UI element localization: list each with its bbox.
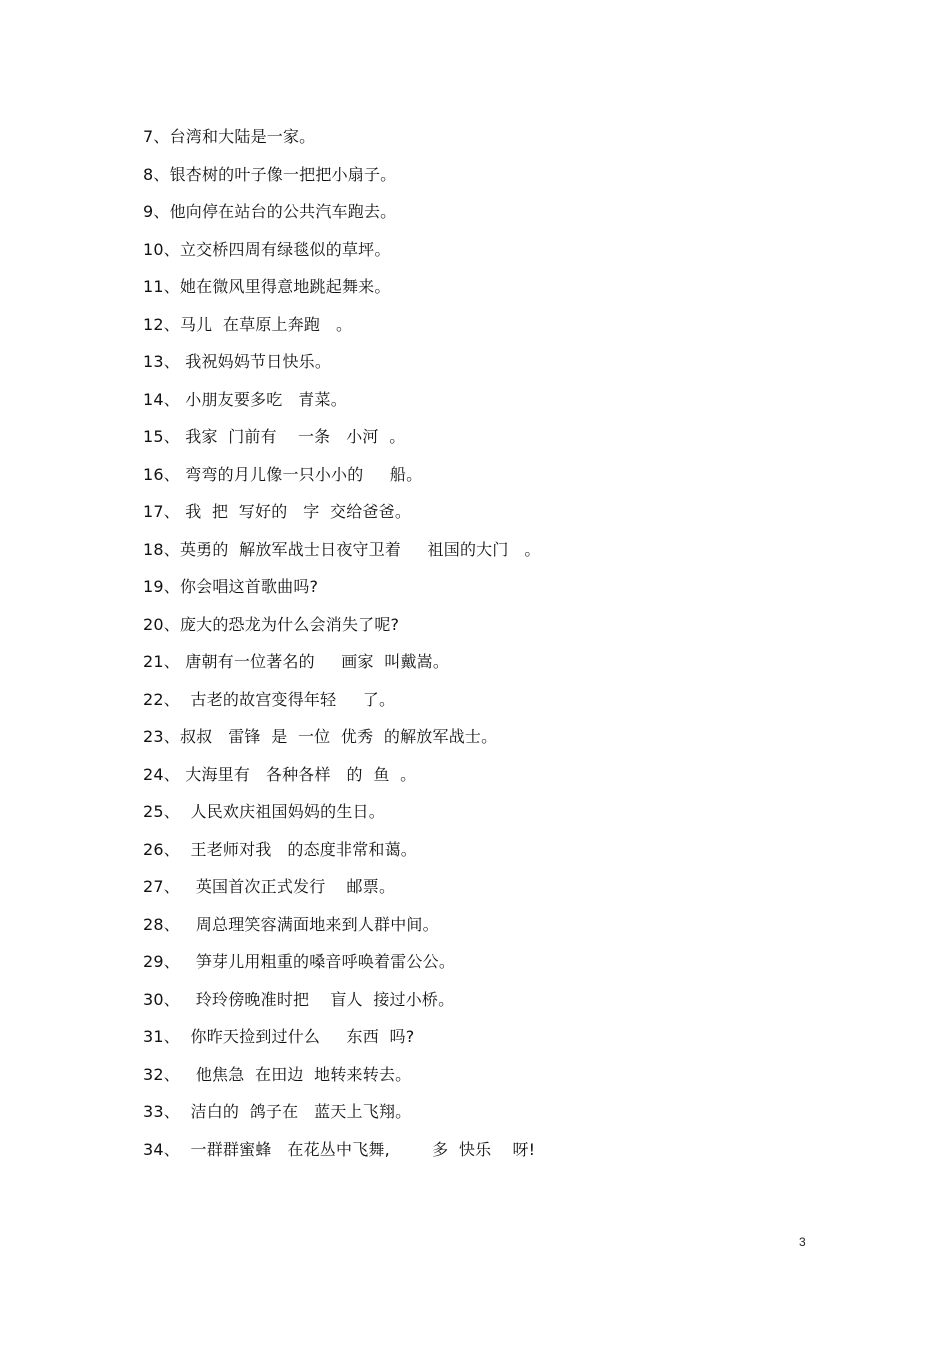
sentence-line: 15、 我家 门前有 一条 小河 。 <box>143 427 406 446</box>
sentence-line: 18、英勇的 解放军战士日夜守卫着 祖国的大门 。 <box>143 539 541 559</box>
page-number: 3 <box>799 1235 806 1249</box>
sentence-line: 29、 笋芽儿用粗重的嗓音呼唤着雷公公。 <box>143 952 456 971</box>
sentence-line: 10、立交桥四周有绿毯似的草坪。 <box>143 239 391 259</box>
sentence-line: 8、银杏树的叶子像一把把小扇子。 <box>143 164 397 184</box>
sentence-line: 27、 英国首次正式发行 邮票。 <box>143 877 396 896</box>
sentence-line: 31、 你昨天捡到过什么 东西 吗? <box>143 1027 415 1046</box>
sentence-line: 33、 洁白的 鸽子在 蓝天上飞翔。 <box>143 1102 412 1121</box>
sentence-line: 23、叔叔 雷锋 是 一位 优秀 的解放军战士。 <box>143 727 498 746</box>
sentence-line: 26、 王老师对我 的态度非常和蔼。 <box>143 839 417 859</box>
sentence-line: 24、 大海里有 各种各样 的 鱼 。 <box>143 764 417 784</box>
sentence-line: 20、庞大的恐龙为什么会消失了呢? <box>143 614 400 634</box>
sentence-line: 28、 周总理笑容满面地来到人群中间。 <box>143 914 439 934</box>
sentence-line: 22、 古老的故宫变得年轻 了。 <box>143 689 396 709</box>
sentence-line: 30、 玲玲傍晚准时把 盲人 接过小桥。 <box>143 989 455 1009</box>
sentence-line: 12、马儿 在草原上奔跑 。 <box>143 314 353 334</box>
sentence-list <box>143 124 843 1174</box>
sentence-line: 7、台湾和大陆是一家。 <box>143 127 316 146</box>
sentence-line: 19、你会唱这首歌曲吗? <box>143 577 319 596</box>
sentence-line: 11、她在微风里得意地跳起舞来。 <box>143 277 391 296</box>
sentence-line: 25、 人民欢庆祖国妈妈的生日。 <box>143 802 385 821</box>
sentence-line: 21、 唐朝有一位著名的 画家 叫戴嵩。 <box>143 652 450 671</box>
sentence-line: 34、 一群群蜜蜂 在花丛中飞舞, 多 快乐 呀! <box>143 1139 536 1159</box>
sentence-line: 13、 我祝妈妈节日快乐。 <box>143 352 332 371</box>
sentence-line: 16、 弯弯的月儿像一只小小的 船。 <box>143 464 423 484</box>
sentence-line: 32、 他焦急 在田边 地转来转去。 <box>143 1064 412 1084</box>
sentence-line: 17、 我 把 写好的 字 交给爸爸。 <box>143 502 412 521</box>
sentence-line: 14、 小朋友要多吃 青菜。 <box>143 389 347 409</box>
sentence-line: 9、他向停在站台的公共汽车跑去。 <box>143 202 397 221</box>
